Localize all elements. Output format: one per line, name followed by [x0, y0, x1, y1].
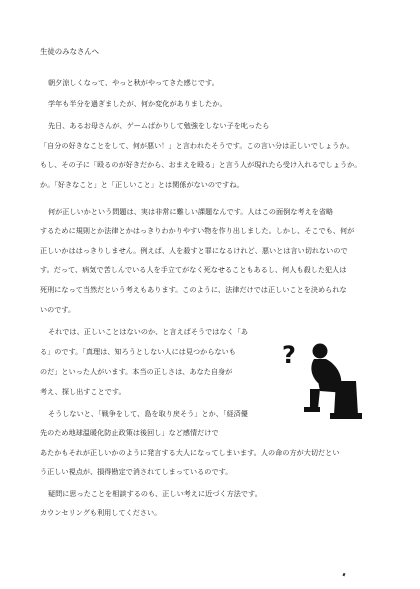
- body-line: 何が正しいかという問題は、実は非常に難しい課題なんです。人はこの面倒な考えを省略: [48, 207, 334, 216]
- body-line: 先日、あるお母さんが、ゲームばかりして勉強をしない子を叱ったら: [48, 121, 270, 130]
- body-line: カウンセリングも利用してください。: [40, 508, 162, 517]
- body-line: 先のため地球温暖化防止政策は後回し」など感情だけで: [40, 428, 219, 437]
- scan-speck: [343, 573, 345, 576]
- body-line: る」のです。「真理は、知ろうとしない人には見つからないも: [40, 347, 236, 356]
- body-line: 学年も半分を過ぎましたが、何か変化がありましたか。: [48, 99, 227, 108]
- body-line: あたかもそれが正しいかのように発言する大人になってしまいます。人の命の方が大切だとい: [40, 448, 340, 457]
- body-line: もし、その子に「殴るのが好きだから、おまえを殴る」と言う人が現れたら受け入れるでしょうか。: [40, 160, 362, 169]
- body-line: 朝夕涼しくなって、やっと秋がやってきた感じです。: [48, 78, 219, 87]
- salutation: 生徒のみなさんへ: [40, 47, 99, 56]
- body-line: か。「好きなこと」と「正しいこと」とは関係がないのですね。: [40, 180, 244, 189]
- body-line: のだ」といった人がいます。本当の正しさは、あなた自身が: [40, 367, 233, 376]
- body-line: 「自分の好きなことをして、何が悪い！」と言われたそうです。この言い分は正しいでしょうか。: [40, 141, 354, 150]
- body-line: 死刑になって当然だという考えもあります。このように、法律だけでは正しいことを決められな: [40, 285, 347, 294]
- body-line: いのです。: [40, 305, 76, 314]
- body-line: う正しい視点が、損得勘定で消されてしまっているのです。: [40, 467, 233, 476]
- body-line: 疑問に思ったことを相談するのも、正しい考えに近づく方法です。: [48, 489, 262, 498]
- body-line: するために規則とか法律とかはっきりわかりやすい物を作り出しました。しかし、そこでも、何が: [40, 226, 355, 235]
- thinker-icon: [280, 335, 365, 425]
- body-line: 考え、探し出すことです。: [40, 387, 126, 396]
- svg-text:?: ?: [282, 341, 296, 369]
- body-line: す。だって、病気で苦しんでいる人を手立てがなく死なせることもあるし、何人も殺した犯人は: [40, 265, 347, 274]
- body-line: 正しいかははっきりしません。例えば、人を殺すと罪になるけれど、悪いとは言い切れないので: [40, 246, 348, 255]
- body-line: そうしないと、「戦争をして、島を取り戻そう」とか、「経済優: [48, 409, 248, 418]
- body-line: それでは、正しいことはないのか、と言えばそうではなく「あ: [48, 327, 249, 336]
- thinker-with-question-mark-icon: [280, 335, 365, 425]
